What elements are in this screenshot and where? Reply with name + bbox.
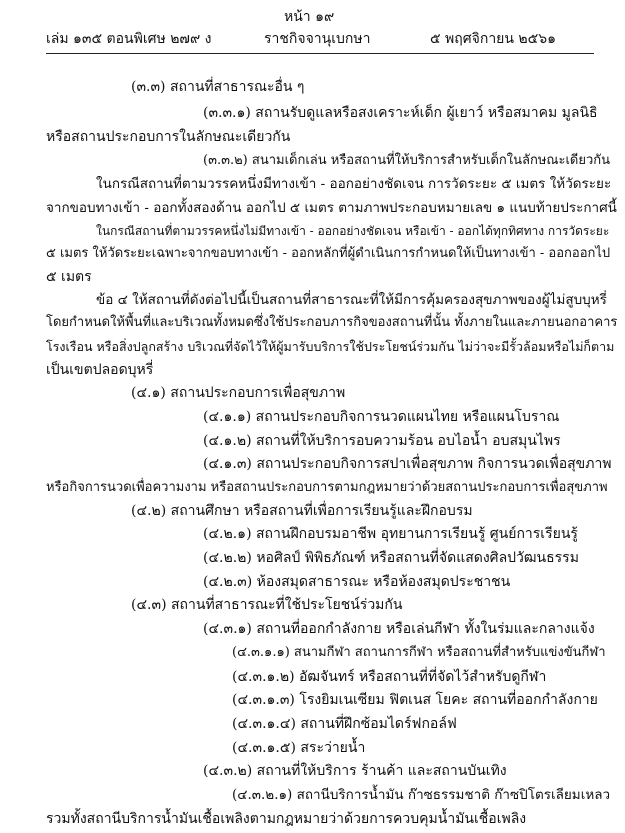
- body-line: หรือกิจการนวดเพื่อความงาม หรือสถานประกอบการตามกฎหมายว่าด้วยสถานประกอบการเพื่อสุขภาพ: [46, 480, 608, 495]
- publication-date: ๕ พฤศจิกายน ๒๕๖๑: [430, 31, 556, 47]
- body-line: (๔.๓.๑.๔) สถานที่ฝึกซ้อมไดร์ฟกอล์ฟ: [232, 716, 457, 732]
- body-line: (๔.๒.๓) ห้องสมุดสาธารณะ หรือห้องสมุดประชาชน: [203, 574, 511, 590]
- body-line: (๔.๓.๑.๒) อัฒจันทร์ หรือสถานที่ที่จัดไว้สำหรับดูกีฬา: [232, 669, 547, 685]
- body-line: (๔.๓.๑.๕) สระว่ายน้ำ: [232, 740, 366, 756]
- body-line: (๔.๑) สถานประกอบการเพื่อสุขภาพ: [131, 385, 346, 401]
- body-line: ในกรณีสถานที่ตามวรรคหนึ่งมีทางเข้า - ออกอย่างชัดเจน การวัดระยะ ๕ เมตร ให้วัดระยะ: [96, 176, 612, 192]
- body-line: (๓.๓) สถานที่สาธารณะอื่น ๆ: [131, 79, 305, 95]
- body-line: (๔.๓.๑.๓) โรงยิมเนเซียม ฟิตเนส โยคะ สถานที่ออกกำลังกาย: [232, 692, 598, 708]
- body-line: โดยกำหนดให้พื้นที่และบริเวณทั้งหมดซึ่งใช้ประกอบภารกิจของสถานที่นั้น ทั้งภายในและภายนอกอาคาร: [46, 315, 618, 330]
- body-line: (๓.๓.๒) สนามเด็กเล่น หรือสถานที่ให้บริการสำหรับเด็กในลักษณะเดียวกัน: [203, 153, 611, 168]
- body-line: (๔.๑.๓) สถานประกอบกิจการสปาเพื่อสุขภาพ กิจการนวดเพื่อสุขภาพ: [203, 456, 612, 472]
- body-line: ในกรณีสถานที่ตามวรรคหนึ่งไม่มีทางเข้า - ออกอย่างชัดเจน หรือเข้า - ออกได้ทุกทิศทาง การวัดระยะ: [96, 224, 610, 238]
- body-line: (๔.๑.๒) สถานที่ให้บริการอบความร้อน อบไอน้ำ อบสมุนไพร: [203, 433, 561, 449]
- body-line: หรือสถานประกอบการในลักษณะเดียวกัน: [46, 129, 291, 145]
- volume-info: เล่ม ๑๓๕ ตอนพิเศษ ๒๗๙ ง: [46, 31, 212, 47]
- body-line: (๔.๓) สถานที่สาธารณะที่ใช้ประโยชน์ร่วมกัน: [131, 597, 403, 613]
- body-line: ๕ เมตร ให้วัดระยะเฉพาะจากขอบทางเข้า - ออกหลักที่ผู้ดำเนินการกำหนดให้เป็นทางเข้า - ออกออกไป: [46, 246, 611, 261]
- body-line: โรงเรือน หรือสิ่งปลูกสร้าง บริเวณที่จัดไว้ให้ผู้มารับบริการใช้ประโยชน์ร่วมกัน ไม่ว่าจะมีรั้วล้อมหรือไม่ก็ตาม: [46, 339, 615, 354]
- body-line: (๔.๑.๑) สถานประกอบกิจการนวดแผนไทย หรือแผนโบราณ: [203, 409, 560, 425]
- body-line: (๔.๒.๑) สถานฝึกอบรมอาชีพ อุทยานการเรียนรู้ ศูนย์การเรียนรู้: [203, 526, 578, 542]
- body-line: รวมทั้งสถานีบริการน้ำมันเชื้อเพลิงตามกฎหมายว่าด้วยการควบคุมน้ำมันเชื้อเพลิง: [46, 811, 527, 827]
- body-line: (๔.๒.๒) หอศิลป์ พิพิธภัณฑ์ หรือสถานที่จัดแสดงศิลปวัฒนธรรม: [203, 550, 579, 566]
- body-line: ๕ เมตร: [46, 269, 92, 285]
- page-number: หน้า ๑๙: [284, 9, 335, 25]
- body-line: (๔.๓.๒) สถานที่ให้บริการ ร้านค้า และสถานบันเทิง: [203, 763, 507, 779]
- body-line: (๔.๓.๑.๑) สนามกีฬา สถานการกีฬา หรือสถานที่สำหรับแข่งขันกีฬา: [232, 645, 606, 660]
- body-line: ข้อ ๔ ให้สถานที่ดังต่อไปนี้เป็นสถานที่สาธารณะที่ให้มีการคุ้มครองสุขภาพของผู้ไม่สูบบุหรี่: [96, 292, 607, 308]
- body-line: เป็นเขตปลอดบุหรี่: [46, 362, 154, 378]
- header-rule: [46, 53, 594, 54]
- body-line: (๔.๓.๑) สถานที่ออกกำลังกาย หรือเล่นกีฬา ทั้งในร่มและกลางแจ้ง: [203, 621, 595, 637]
- body-line: (๔.๒) สถานศึกษา หรือสถานที่เพื่อการเรียนรู้และฝึกอบรม: [131, 503, 473, 519]
- body-line: (๓.๓.๑) สถานรับดูแลหรือสงเคราะห์เด็ก ผู้เยาว์ หรือสมาคม มูลนิธิ: [203, 105, 598, 121]
- gazette-title: ราชกิจจานุเบกษา: [264, 31, 371, 47]
- body-line: จากขอบทางเข้า - ออกทั้งสองด้าน ออกไป ๕ เมตร ตามภาพประกอบหมายเลข ๑ แนบท้ายประกาศนี้: [46, 200, 617, 216]
- body-line: (๔.๓.๒.๑) สถานีบริการน้ำมัน ก๊าซธรรมชาติ ก๊าซปิโตรเลียมเหลว: [232, 787, 611, 803]
